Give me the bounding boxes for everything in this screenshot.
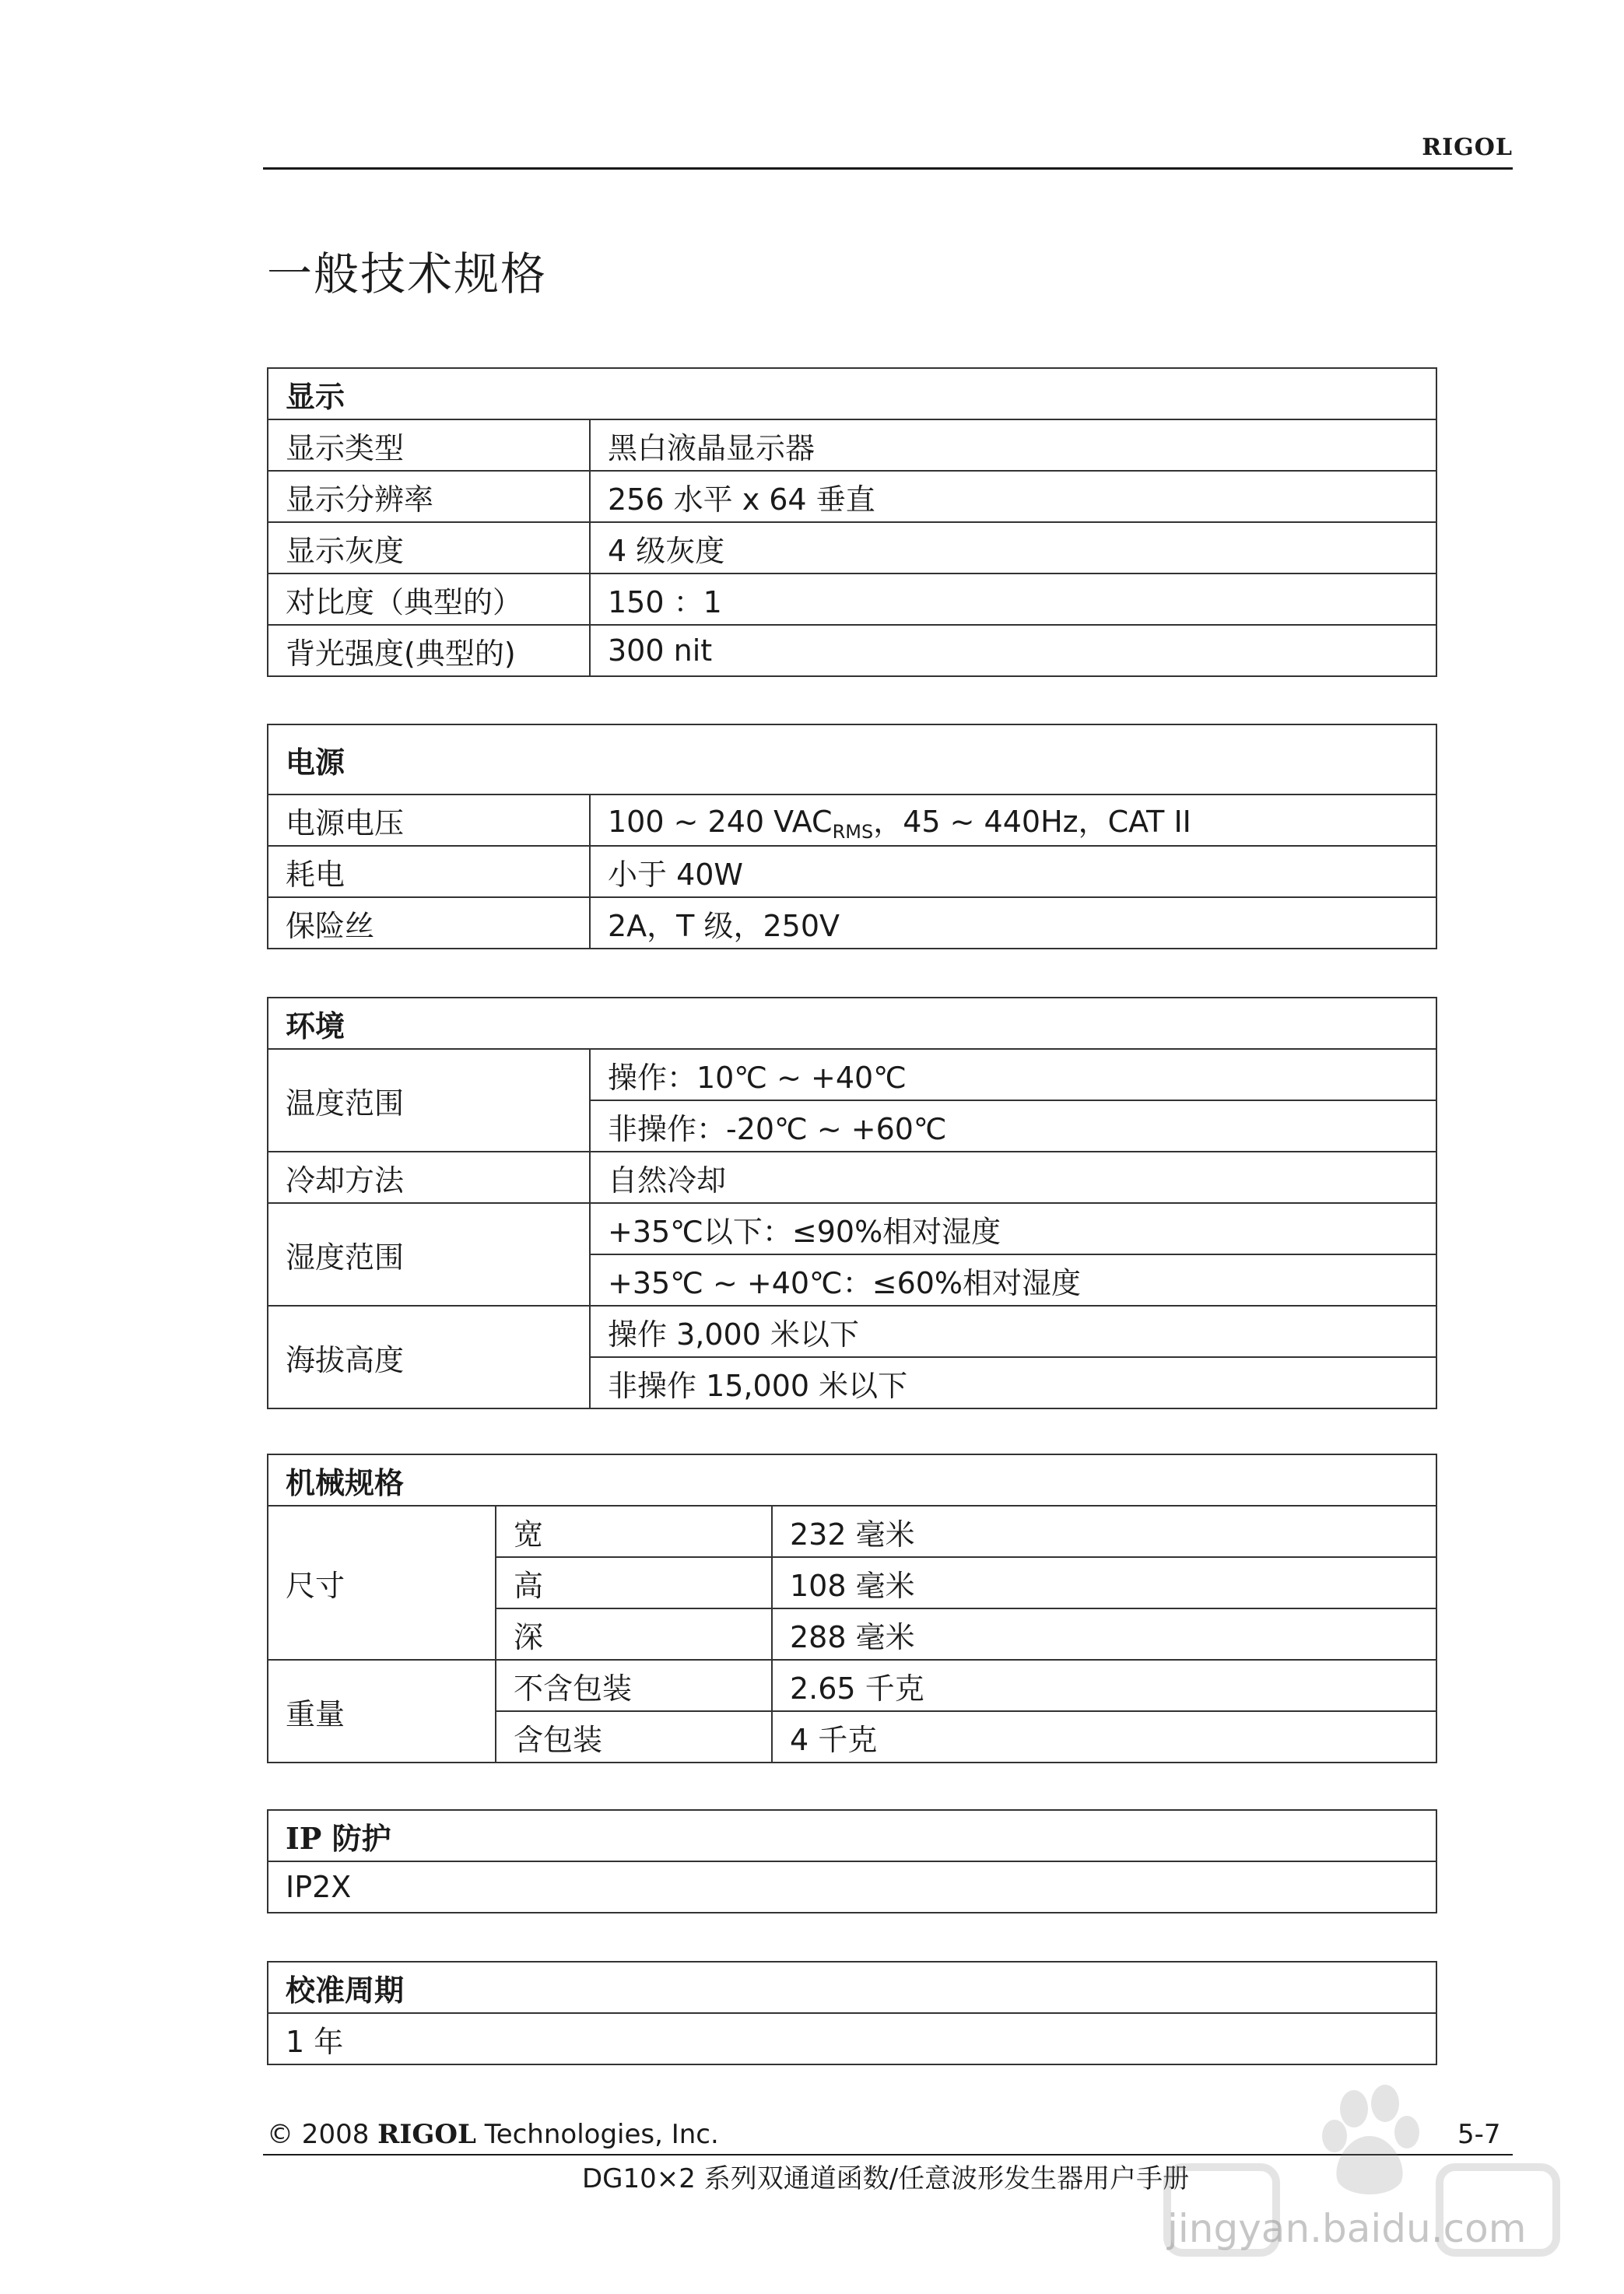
table-row: [268, 1306, 1436, 1357]
calibration-heading: 校准周期: [268, 1962, 1436, 2013]
table-row: [268, 998, 1436, 1049]
row-label: 保险丝: [268, 897, 590, 949]
row-label: 显示分辨率: [268, 471, 590, 522]
rms-subscript: RMS: [832, 821, 874, 843]
row-value: [590, 794, 1436, 846]
header-brand: RIGOL: [1422, 134, 1513, 161]
ip-heading: [268, 1810, 1436, 1861]
row-value: +35℃ ~ +40℃：≤60%相对湿度: [590, 1254, 1436, 1306]
row-value: 4 千克: [772, 1711, 1436, 1763]
manual-title: DG10×2 系列双通道函数/任意波形发生器用户手册: [582, 2163, 1190, 2194]
row-value: 2A，T 级，250V: [590, 897, 1436, 949]
row-value: 小于 40W: [590, 846, 1436, 897]
page-number: 5-7: [1457, 2119, 1501, 2150]
display-heading: 显示: [268, 368, 1436, 419]
row-value: 108 毫米: [772, 1557, 1436, 1608]
table-row: [268, 1152, 1436, 1203]
frequency-range: ，45 ~ 440Hz，CAT II: [873, 805, 1191, 839]
row-label: 海拔高度: [268, 1306, 590, 1408]
row-label: 显示类型: [268, 419, 590, 471]
table-row: [268, 2013, 1436, 2064]
mechanical-heading: 机械规格: [268, 1454, 1436, 1506]
table-row: [268, 1049, 1436, 1100]
row-value: 操作 3,000 米以下: [590, 1306, 1436, 1357]
ip-heading-bold: IP: [286, 1820, 322, 1856]
row-label: 耗电: [268, 846, 590, 897]
power-heading: 电源: [268, 724, 1436, 794]
row-value: 4 级灰度: [590, 522, 1436, 574]
environment-table: [267, 997, 1437, 1409]
row-label: 背光强度(典型的): [268, 625, 590, 676]
row-label: 重量: [268, 1660, 496, 1763]
calibration-table: [267, 1961, 1437, 2065]
row-label: 冷却方法: [268, 1152, 590, 1203]
row-value: 非操作 15,000 米以下: [590, 1357, 1436, 1408]
row-value: 256 水平 x 64 垂直: [590, 471, 1436, 522]
table-row: [268, 574, 1436, 625]
table-row: [268, 419, 1436, 471]
table-row: [268, 625, 1436, 676]
ip-heading-rest: 防护: [321, 1821, 391, 1856]
footer-copyright: [267, 2119, 719, 2150]
table-row: [268, 1203, 1436, 1254]
row-value: 232 毫米: [772, 1506, 1436, 1557]
watermark-text: jingyan.baidu.com: [1167, 2206, 1527, 2251]
row-value: 150 ：1: [590, 574, 1436, 625]
row-value: +35℃以下：≤90%相对湿度: [590, 1203, 1436, 1254]
header-rule: [263, 167, 1513, 170]
table-row: [268, 1810, 1436, 1861]
row-value: 1 年: [268, 2013, 1436, 2064]
row-value: 操作：10℃ ~ +40℃: [590, 1049, 1436, 1100]
row-value: 自然冷却: [590, 1152, 1436, 1203]
environment-heading: 环境: [268, 998, 1436, 1049]
row-label: 对比度（典型的）: [268, 574, 590, 625]
row-sublabel: 含包装: [496, 1711, 772, 1763]
voltage-range: 100 ~ 240 VAC: [608, 805, 833, 839]
row-sublabel: 高: [496, 1557, 772, 1608]
row-label: 湿度范围: [268, 1203, 590, 1306]
row-value: 黑白液晶显示器: [590, 419, 1436, 471]
row-sublabel: 不含包装: [496, 1660, 772, 1711]
row-label: 尺寸: [268, 1506, 496, 1660]
mechanical-table: [267, 1454, 1437, 1763]
table-row: [268, 1962, 1436, 2013]
copyright-suffix: Technologies, Inc.: [475, 2119, 719, 2150]
row-value: IP2X: [268, 1861, 1436, 1913]
page-title: 一般技术规格: [267, 247, 548, 300]
table-row: [268, 794, 1436, 846]
row-label: 显示灰度: [268, 522, 590, 574]
row-value: 300 nit: [590, 625, 1436, 676]
table-row: [268, 1454, 1436, 1506]
power-table: [267, 724, 1437, 949]
table-row: [268, 368, 1436, 419]
ip-table: [267, 1809, 1437, 1913]
table-row: [268, 471, 1436, 522]
row-value: 非操作：-20℃ ~ +60℃: [590, 1100, 1436, 1152]
row-label: 电源电压: [268, 794, 590, 846]
row-sublabel: 宽: [496, 1506, 772, 1557]
table-row: [268, 1660, 1436, 1711]
table-row: [268, 846, 1436, 897]
table-row: [268, 724, 1436, 794]
table-row: [268, 1506, 1436, 1557]
row-label: 温度范围: [268, 1049, 590, 1152]
copyright-prefix: © 2008: [267, 2119, 378, 2150]
display-table: [267, 367, 1437, 677]
table-row: [268, 897, 1436, 949]
table-row: [268, 1861, 1436, 1913]
copyright-brand: RIGOL: [377, 2119, 476, 2150]
row-value: 288 毫米: [772, 1608, 1436, 1660]
table-row: [268, 522, 1436, 574]
row-sublabel: 深: [496, 1608, 772, 1660]
row-value: 2.65 千克: [772, 1660, 1436, 1711]
